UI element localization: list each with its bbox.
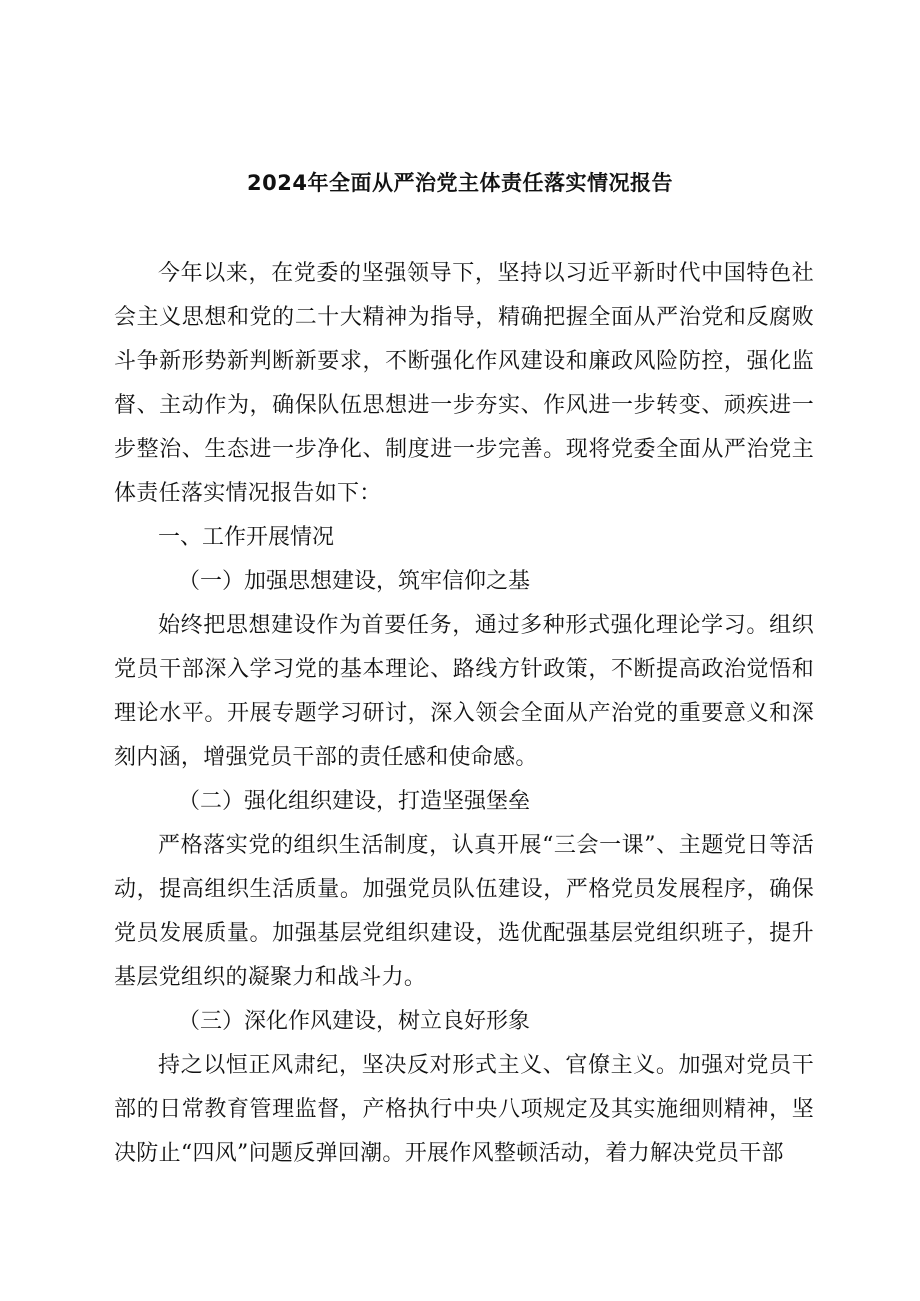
subsection-paragraph-1: 始终把思想建设作为首要任务，通过多种形式强化理论学习。组织党员干部深入学习党的基本理论、路线方针政策，不断提高政治觉悟和理论水平。开展专题学习研讨，深入领会全面从产治党的重要意义和深刻内涵，增强党员干部的责任感和使命感。	[114, 613, 814, 770]
document-title: 2024年全面从严治党主体责任落实情况报告	[247, 171, 673, 195]
section-heading-work: 一、工作开展情况	[158, 525, 335, 550]
subsection-heading-2: （二）强化组织建设，打造坚强堡垒	[178, 789, 531, 814]
subsection-heading-3: （三）深化作风建设，树立良好形象	[178, 1009, 531, 1034]
subsection-paragraph-2: 严格落实党的组织生活制度，认真开展“三会一课”、主题党日等活动，提高组织生活质量。加强党员队伍建设，严格党员发展程序，确保党员发展质量。加强基层党组织建设，选优配强基层党组织班子，提升基层党组织的凝聚力和战斗力。	[114, 833, 814, 990]
intro-paragraph: 今年以来，在党委的坚强领导下，坚持以习近平新时代中国特色社会主义思想和党的二十大精神为指导，精确把握全面从严治党和反腐败斗争新形势新判断新要求，不断强化作风建设和廉政风险防控，强化监督、主动作为，确保队伍思想进一步夯实、作风进一步转变、顽疾进一步整治、生态进一步净化、制度进一步完善。现将党委全面从严治党主体责任落实情况报告如下：	[114, 261, 814, 506]
subsection-paragraph-3: 持之以恒正风肃纪，坚决反对形式主义、官僚主义。加强对党员干部的日常教育管理监督，产格执行中央八项规定及其实施细则精神，坚决防止“四风”问题反弹回潮。开展作风整顿活动，着力解决党员干部	[114, 1053, 814, 1166]
document-body	[114, 252, 814, 1176]
subsection-heading-1: （一）加强思想建设，筑牢信仰之基	[178, 569, 531, 594]
